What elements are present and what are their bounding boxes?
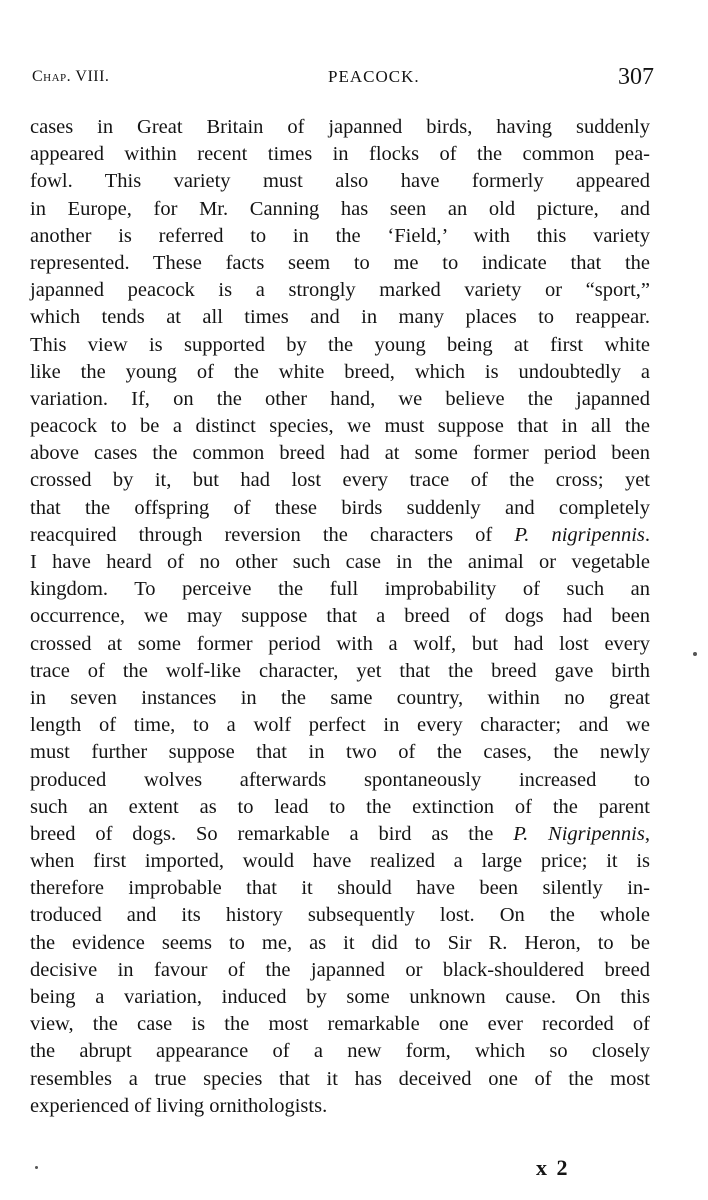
text-line: resembles a true species that it has deceived one of the most <box>30 1067 650 1090</box>
text-line-final: experienced of living ornithologists. <box>30 1094 328 1117</box>
text-line: decisive in favour of the japanned or black-shouldered breed <box>30 958 650 981</box>
text-line: fowl. This variety must also have formerly appeared <box>30 170 650 193</box>
text-line: the evidence seems to me, as it did to Sir R. Heron, to be <box>30 931 650 954</box>
margin-speck <box>35 1166 38 1169</box>
page-number: 307 <box>618 64 654 90</box>
text-line: above cases the common breed had at some former period been <box>30 442 650 465</box>
text-line: view, the case is the most remarkable one ever recorded of <box>30 1013 650 1036</box>
text-line: crossed by it, but had lost every trace of the cross; yet <box>30 469 650 492</box>
text-line: the abrupt appearance of a new form, which so closely <box>30 1040 650 1063</box>
species-name: P. Nigripennis <box>513 822 645 845</box>
text-line: like the young of the white breed, which is undoubtedly a <box>30 360 650 383</box>
text-line: occurrence, we may suppose that a breed of dogs had been <box>30 605 650 628</box>
text-line: produced wolves afterwards spontaneously increased to <box>30 768 650 791</box>
text-line: must further suppose that in two of the cases, the newly <box>30 741 650 764</box>
text-line: appeared within recent times in flocks of the common pea- <box>30 143 650 166</box>
page-title: PEACOCK. <box>328 67 420 86</box>
text-line: another is referred to in the ‘Field,’ with this variety <box>30 224 650 247</box>
text-line: length of time, to a wolf perfect in every character; and we <box>30 714 650 737</box>
text-line: reacquired through reversion the characters of P. nigripennis. <box>30 523 651 546</box>
text-line: therefore improbable that it should have been silently in- <box>30 877 650 900</box>
text-line: variation. If, on the other hand, we believe the japanned <box>30 387 650 410</box>
text-line: in seven instances in the same country, within no great <box>30 686 650 709</box>
text-line: japanned peacock is a strongly marked variety or “sport,” <box>30 279 650 302</box>
text-line: when first imported, would have realized a large price; it is <box>30 850 650 873</box>
text-line: that the offspring of these birds suddenly and completely <box>30 496 650 519</box>
text-line: in Europe, for Mr. Canning has seen an old picture, and <box>30 197 650 220</box>
text-line: This view is supported by the young being at first white <box>30 333 650 356</box>
text-line: represented. These facts seem to me to indicate that the <box>30 251 650 274</box>
text-line: such an extent as to lead to the extinction of the parent <box>30 795 650 818</box>
text-line: I have heard of no other such case in the animal or vegetable <box>30 551 650 573</box>
text-line: kingdom. To perceive the full improbability of such an <box>30 578 650 601</box>
body-paragraph <box>30 114 650 1120</box>
text-line: peacock to be a distinct species, we must suppose that in all the <box>30 415 650 438</box>
signature-mark: x 2 <box>536 1155 570 1180</box>
chapter-heading: Chap. VIII. <box>32 68 110 85</box>
text-line: breed of dogs. So remarkable a bird as the P. Nigripennis, <box>30 822 650 845</box>
text-line: troduced and its history subsequently lost. On the whole <box>30 904 650 927</box>
text-line: which tends at all times and in many places to reappear. <box>30 306 650 329</box>
species-name: P. nigripennis <box>514 523 645 546</box>
text-line: cases in Great Britain of japanned birds, having suddenly <box>30 116 650 138</box>
text-line: being a variation, induced by some unknown cause. On this <box>30 986 650 1008</box>
margin-speck <box>693 652 697 656</box>
running-head <box>32 64 654 94</box>
text-line: crossed at some former period with a wolf, but had lost every <box>30 632 650 655</box>
text-line: trace of the wolf-like character, yet that the breed gave birth <box>30 659 650 682</box>
